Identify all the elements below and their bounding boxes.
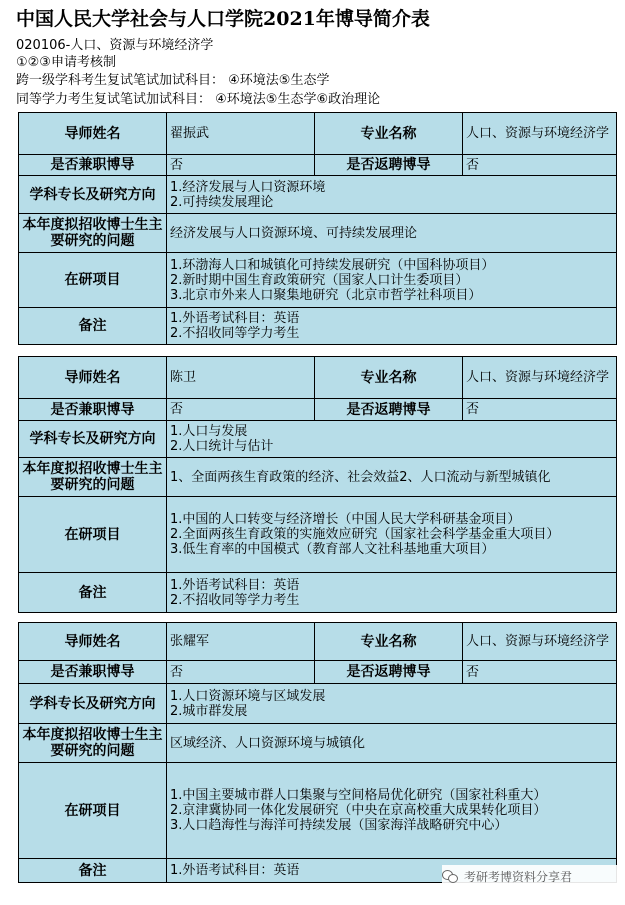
advisor-major: 人口、资源与环境经济学 xyxy=(463,623,617,661)
specialty-line: 1.人口与发展 xyxy=(170,424,248,439)
label-part-time: 是否兼职博导 xyxy=(19,155,167,176)
advisor-projects xyxy=(167,253,617,308)
advisor-projects xyxy=(167,497,617,573)
advisor-part-time: 否 xyxy=(167,661,315,684)
advisor-specialty xyxy=(167,176,617,214)
label-part-time: 是否兼职博导 xyxy=(19,661,167,684)
project-line: 1.环渤海人口和城镇化可持续发展研究（中国科协项目） xyxy=(170,257,495,273)
label-specialty: 学科专长及研究方向 xyxy=(19,684,167,724)
advisor-specialty xyxy=(167,421,617,458)
specialty-line: 1.经济发展与人口资源环境 xyxy=(170,179,326,195)
major-code-line: 020106-人口、资源与环境经济学 xyxy=(16,38,214,53)
advisor-remarks xyxy=(167,308,617,345)
project-line: 2.京津冀协同一体化发展研究（中央在京高校重大成果转化项目） xyxy=(170,803,547,818)
advisor-remarks xyxy=(167,573,617,613)
advisor-table xyxy=(18,622,617,883)
advisor-questions: 区域经济、人口资源环境与城镇化 xyxy=(167,724,617,763)
label-major: 专业名称 xyxy=(315,113,463,155)
advisor-rehired: 否 xyxy=(463,661,617,684)
advisor-part-time: 否 xyxy=(167,155,315,176)
label-specialty: 学科专长及研究方向 xyxy=(19,421,167,458)
project-line: 1.中国主要城市群人口集聚与空间格局优化研究（国家社科重大） xyxy=(170,788,547,803)
project-line: 1.中国的人口转变与经济增长（中国人民大学科研基金项目） xyxy=(170,512,521,527)
advisor-name: 张耀军 xyxy=(167,623,315,661)
remark-line: 1.外语考试科目：英语 xyxy=(170,863,300,878)
label-projects: 在研项目 xyxy=(19,497,167,573)
advisor-projects xyxy=(167,763,617,859)
remark-line: 1.外语考试科目：英语 xyxy=(170,577,300,593)
label-remarks: 备注 xyxy=(19,859,167,883)
assessment-line: ①②③申请考核制 xyxy=(16,55,116,70)
label-questions: 本年度拟招收博士生主要研究的问题 xyxy=(19,214,167,253)
advisor-major: 人口、资源与环境经济学 xyxy=(463,113,617,155)
label-part-time: 是否兼职博导 xyxy=(19,399,167,421)
watermark-text: 考研考博资料分享君 xyxy=(464,869,573,884)
wechat-icon xyxy=(442,870,458,883)
remark-line: 2.不招收同等学力考生 xyxy=(170,326,300,341)
label-name: 导师姓名 xyxy=(19,623,167,661)
remark-line: 1.外语考试科目：英语 xyxy=(170,311,300,326)
page-title: 中国人民大学社会与人口学院2021年博导简介表 xyxy=(16,8,430,30)
specialty-line: 1.人口资源环境与区域发展 xyxy=(170,688,326,704)
label-major: 专业名称 xyxy=(315,357,463,399)
project-line: 3.北京市外来人口聚集地研究（北京市哲学社科项目） xyxy=(170,287,482,303)
label-projects: 在研项目 xyxy=(19,253,167,308)
advisor-part-time: 否 xyxy=(167,399,315,421)
remark-line: 2.不招收同等学力考生 xyxy=(170,592,300,608)
label-specialty: 学科专长及研究方向 xyxy=(19,176,167,214)
label-rehired: 是否返聘博导 xyxy=(315,399,463,421)
specialty-line: 2.城市群发展 xyxy=(170,703,248,719)
project-line: 2.全面两孩生育政策的实施效应研究（国家社会科学基金重大项目） xyxy=(170,527,560,542)
label-rehired: 是否返聘博导 xyxy=(315,155,463,176)
advisor-name: 陈卫 xyxy=(167,357,315,399)
advisor-table xyxy=(18,112,617,345)
advisor-rehired: 否 xyxy=(463,399,617,421)
advisor-specialty xyxy=(167,684,617,724)
advisor-major: 人口、资源与环境经济学 xyxy=(463,357,617,399)
label-name: 导师姓名 xyxy=(19,357,167,399)
advisor-name: 翟振武 xyxy=(167,113,315,155)
label-major: 专业名称 xyxy=(315,623,463,661)
label-remarks: 备注 xyxy=(19,573,167,613)
project-line: 3.人口趋海性与海洋可持续发展（国家海洋战略研究中心） xyxy=(170,818,508,833)
label-questions: 本年度拟招收博士生主要研究的问题 xyxy=(19,724,167,763)
watermark xyxy=(442,865,622,887)
label-remarks: 备注 xyxy=(19,308,167,345)
label-name: 导师姓名 xyxy=(19,113,167,155)
advisor-table xyxy=(18,356,617,613)
label-rehired: 是否返聘博导 xyxy=(315,661,463,684)
project-line: 3.低生育率的中国模式（教育部人文社科基地重大项目） xyxy=(170,542,495,557)
advisor-questions: 1、全面两孩生育政策的经济、社会效益2、人口流动与新型城镇化 xyxy=(167,458,617,497)
cross-discipline-exam-line: 跨一级学科考生复试笔试加试科目： ④环境法⑤生态学 xyxy=(16,73,330,88)
advisor-questions: 经济发展与人口资源环境、可持续发展理论 xyxy=(167,214,617,253)
equivalent-exam-line: 同等学力考生复试笔试加试科目： ④环境法⑤生态学⑥政治理论 xyxy=(16,92,381,107)
label-projects: 在研项目 xyxy=(19,763,167,859)
specialty-line: 2.可持续发展理论 xyxy=(170,194,274,210)
label-questions: 本年度拟招收博士生主要研究的问题 xyxy=(19,458,167,497)
project-line: 2.新时期中国生育政策研究（国家人口计生委项目） xyxy=(170,272,469,288)
advisor-rehired: 否 xyxy=(463,155,617,176)
specialty-line: 2.人口统计与估计 xyxy=(170,439,274,454)
